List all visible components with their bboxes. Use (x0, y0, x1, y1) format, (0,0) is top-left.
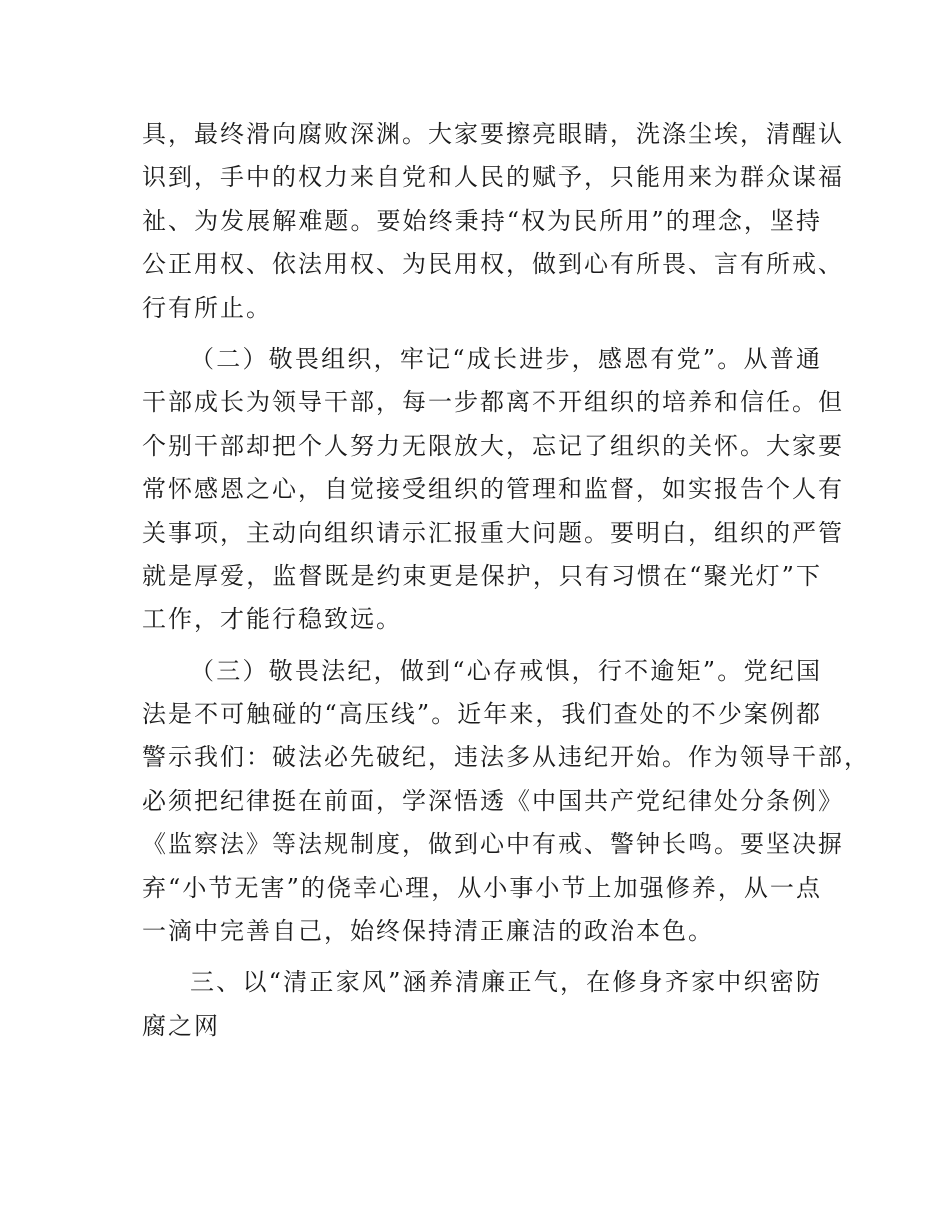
text-line: 法是不可触碰的“高压线”。近年来，我们查处的不少案例都 (142, 700, 822, 729)
text-line: 一滴中完善自己，始终保持清正廉洁的政治本色。 (142, 917, 714, 946)
text-line: 必须把纪律挺在前面，学深悟透《中国共产党纪律处分条例》 (142, 786, 844, 815)
text-line: 公正用权、依法用权、为民用权，做到心有所畏、言有所戒、 (142, 250, 844, 279)
text-line: 警示我们：破法必先破纪，违法多从违纪开始。作为领导干部， (142, 743, 870, 772)
text-line: （二）敬畏组织，牢记“成长进步，感恩有党”。从普通 (190, 344, 822, 373)
text-line: 关事项，主动向组织请示汇报重大问题。要明白，组织的严管 (142, 518, 844, 547)
text-line: 干部成长为领导干部，每一步都离不开组织的培养和信任。但 (142, 388, 844, 417)
text-line: 祉、为发展解难题。要始终秉持“权为民所用”的理念，坚持 (142, 206, 822, 235)
text-line: 《监察法》等法规制度，做到心中有戒、警钟长鸣。要坚决摒 (142, 830, 844, 859)
text-line: 个别干部却把个人努力无限放大，忘记了组织的关怀。大家要 (142, 431, 844, 460)
text-line: 具，最终滑向腐败深渊。大家要擦亮眼睛，洗涤尘埃，清醒认 (142, 120, 844, 148)
text-line: 识到，手中的权力来自党和人民的赋予，只能用来为群众谋福 (142, 163, 844, 192)
paragraph-continuation (142, 113, 844, 330)
paragraph-gap (142, 642, 822, 650)
text-line: 弃“小节无害”的侥幸心理，从小事小节上加强修养，从一点 (142, 873, 822, 902)
text-line: 就是厚爱，监督既是约束更是保护，只有习惯在“聚光灯”下 (142, 561, 822, 590)
text-line: 行有所止。 (142, 293, 272, 322)
paragraph-gap (142, 330, 822, 338)
document-body (142, 113, 870, 1048)
section-heading (142, 961, 822, 1048)
text-line: （三）敬畏法纪，做到“心存戒惧，行不逾矩”。党纪国 (190, 656, 822, 685)
heading-line: 三、以“清正家风”涵养清廉正气，在修身齐家中织密防 (190, 968, 822, 997)
paragraph-respect-law (142, 650, 870, 954)
text-line: 工作，才能行稳致远。 (142, 605, 402, 634)
text-line: 常怀感恩之心，自觉接受组织的管理和监督，如实报告个人有 (142, 475, 844, 504)
heading-line: 腐之网 (142, 1011, 220, 1040)
paragraph-gap (142, 953, 822, 961)
paragraph-respect-organization (142, 338, 844, 642)
